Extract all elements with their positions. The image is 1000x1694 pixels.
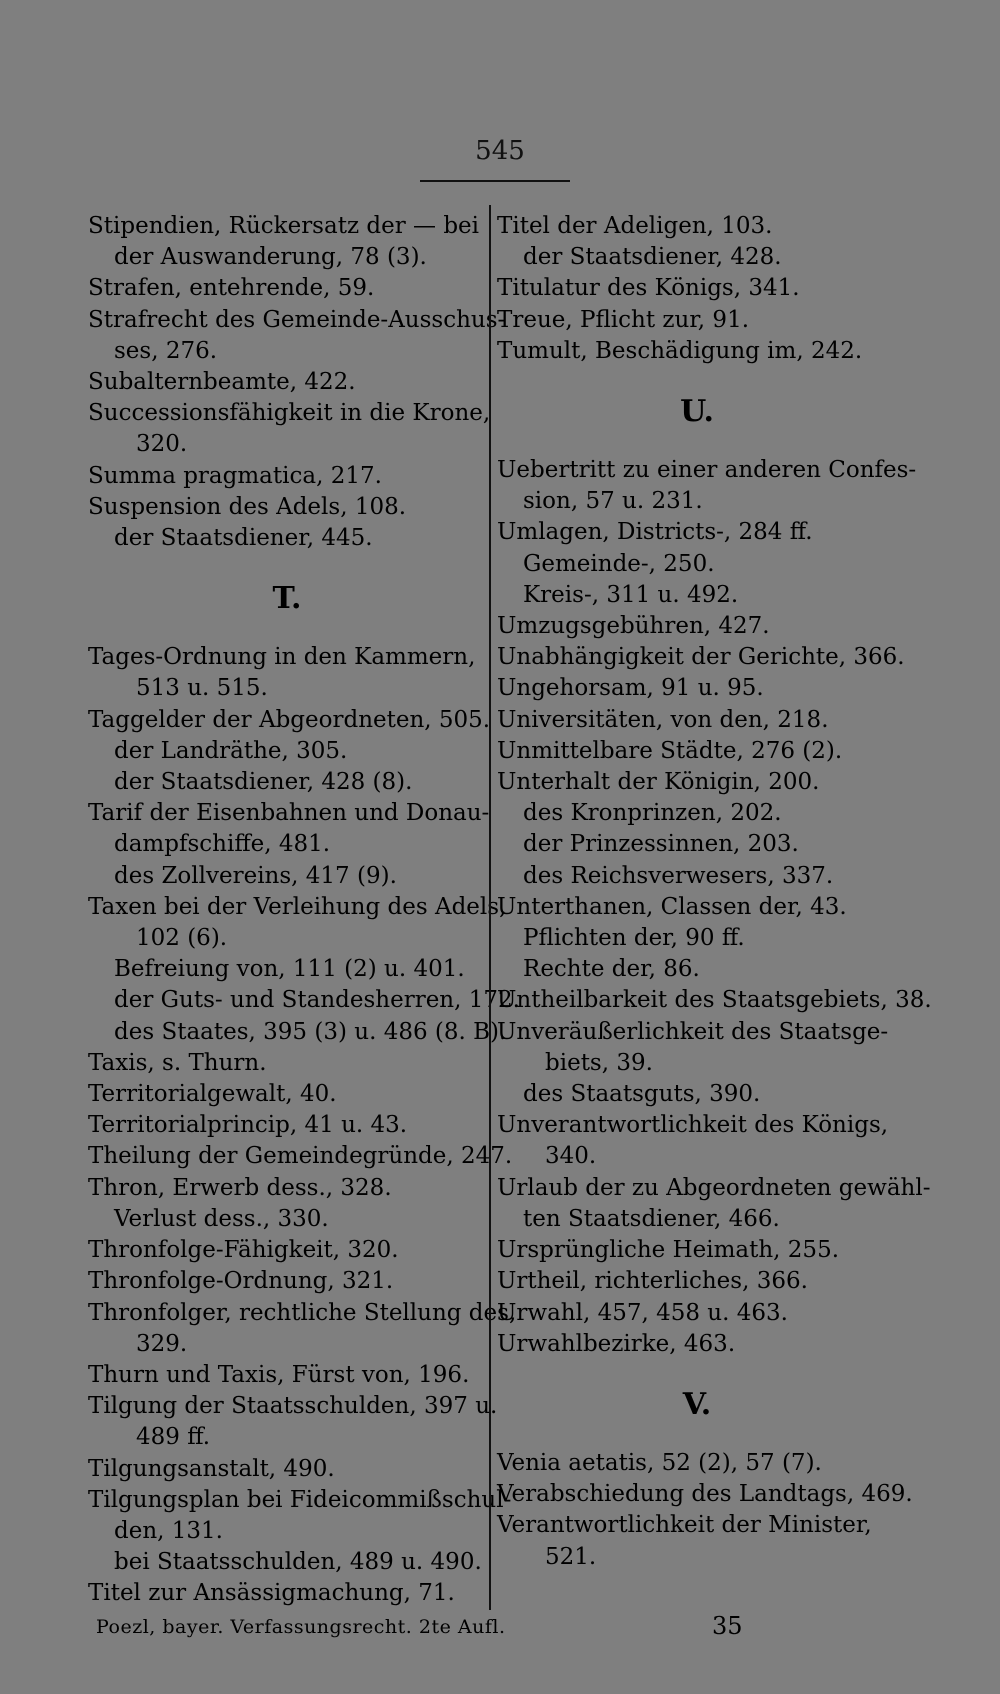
index-entry: Rechte der, 86. (523, 956, 700, 983)
index-entry: Gemeinde-, 250. (523, 550, 715, 577)
index-entry: Urlaub der zu Abgeordneten gewähl- (497, 1174, 931, 1201)
index-entry: Umlagen, Districts-, 284 ff. (497, 519, 813, 546)
index-entry: Urwahlbezirke, 463. (497, 1330, 736, 1357)
index-entry: des Reichsverwesers, 337. (523, 862, 834, 889)
index-entry: Umzugsgebühren, 427. (497, 613, 770, 640)
index-entry: Kreis-, 311 u. 492. (523, 581, 739, 608)
index-entry: der Staatsdiener, 428 (8). (114, 769, 413, 796)
index-entry: 513 u. 515. (136, 675, 268, 702)
index-entry: den, 131. (114, 1517, 223, 1544)
index-entry: biets, 39. (545, 1049, 653, 1076)
index-entry: Territorialgewalt, 40. (88, 1081, 337, 1108)
index-entry: bei Staatsschulden, 489 u. 490. (114, 1549, 482, 1576)
index-entry: Untheilbarkeit des Staatsgebiets, 38. (497, 987, 932, 1014)
section-letter: V. (682, 1386, 712, 1422)
signature-mark: 35 (712, 1612, 743, 1640)
index-entry: der Landräthe, 305. (114, 737, 348, 764)
footer-imprint: Poezl, bayer. Verfassungsrecht. 2te Aufl. (96, 1616, 506, 1638)
index-entry: 320. (136, 431, 188, 458)
index-entry: Verantwortlichkeit der Minister, (497, 1512, 872, 1539)
index-entry: dampfschiffe, 481. (114, 831, 331, 858)
index-entry: Tilgungsanstalt, 490. (88, 1455, 335, 1482)
index-entry: 340. (545, 1143, 597, 1170)
index-entry: Thronfolge-Fähigkeit, 320. (88, 1237, 399, 1264)
index-entry: Pflichten der, 90 ff. (523, 925, 745, 952)
index-entry: der Guts- und Standesherren, 172. (114, 987, 520, 1014)
index-entry: Taggelder der Abgeordneten, 505. (88, 706, 491, 733)
section-letter: U. (680, 394, 714, 430)
index-entry: 489 ff. (136, 1424, 211, 1451)
index-entry: Urtheil, richterliches, 366. (497, 1268, 808, 1295)
index-entry: 329. (136, 1330, 188, 1357)
index-entry: Taxen bei der Verleihung des Adels, (88, 893, 507, 920)
index-entry: Unveräußerlichkeit des Staatsge- (497, 1018, 889, 1045)
section-letter: T. (272, 581, 302, 617)
index-entry: des Staates, 395 (3) u. 486 (8. B). (114, 1018, 507, 1045)
index-entry: Tilgung der Staatsschulden, 397 u. (88, 1393, 498, 1420)
index-entry: ses, 276. (114, 337, 218, 364)
index-entry: Verabschiedung des Landtags, 469. (497, 1481, 913, 1508)
index-entry: Thronfolge-Ordnung, 321. (88, 1268, 394, 1295)
index-entry: Thronfolger, rechtliche Stellung des, (88, 1299, 517, 1326)
index-entry: der Prinzessinnen, 203. (523, 831, 799, 858)
index-entry: Taxis, s. Thurn. (88, 1049, 267, 1076)
index-entry: Tages-Ordnung in den Kammern, (88, 644, 476, 671)
index-entry: des Staatsguts, 390. (523, 1081, 761, 1108)
page-number: 545 (475, 136, 525, 166)
index-entry: Tarif der Eisenbahnen und Donau- (88, 800, 490, 827)
index-entry: Strafen, entehrende, 59. (88, 275, 375, 302)
index-entry: Suspension des Adels, 108. (88, 493, 407, 520)
index-entry: Unverantwortlichkeit des Königs, (497, 1112, 889, 1139)
index-entry: Titel zur Ansässigmachung, 71. (88, 1580, 455, 1607)
index-entry: Tumult, Beschädigung im, 242. (497, 337, 863, 364)
index-entry: 102 (6). (136, 925, 228, 952)
index-entry: Thron, Erwerb dess., 328. (88, 1174, 392, 1201)
index-entry: der Staatsdiener, 445. (114, 525, 373, 552)
index-entry: 521. (545, 1543, 597, 1570)
index-entry: Successionsfähigkeit in die Krone, (88, 400, 491, 427)
index-entry: Titel der Adeligen, 103. (497, 213, 773, 239)
index-entry: Universitäten, von den, 218. (497, 706, 829, 733)
index-entry: Unmittelbare Städte, 276 (2). (497, 737, 843, 764)
index-column-left (88, 211, 520, 1610)
index-entry: Venia aetatis, 52 (2), 57 (7). (497, 1449, 822, 1476)
index-entry: der Auswanderung, 78 (3). (114, 244, 427, 271)
index-entry: Verlust dess., 330. (114, 1205, 329, 1232)
header-rule (420, 180, 570, 182)
index-entry: Theilung der Gemeindegründe, 247. (88, 1143, 513, 1170)
index-entry: Tilgungsplan bei Fideicommißschul- (88, 1486, 512, 1513)
index-entry: ten Staatsdiener, 466. (523, 1205, 780, 1232)
index-entry: Titulatur des Königs, 341. (497, 275, 800, 302)
index-column-right (497, 211, 932, 1573)
index-entry: Uebertritt zu einer anderen Confes- (497, 457, 917, 484)
index-entry: Befreiung von, 111 (2) u. 401. (114, 956, 465, 983)
index-entry: Ursprüngliche Heimath, 255. (497, 1237, 840, 1264)
index-entry: Urwahl, 457, 458 u. 463. (497, 1299, 788, 1326)
index-entry: der Staatsdiener, 428. (523, 244, 782, 271)
index-entry: des Kronprinzen, 202. (523, 800, 782, 827)
index-entry: Unterhalt der Königin, 200. (497, 769, 820, 796)
index-entry: Stipendien, Rückersatz der — bei (88, 213, 480, 239)
index-entry: Thurn und Taxis, Fürst von, 196. (88, 1361, 470, 1388)
index-entry: Unabhängigkeit der Gerichte, 366. (497, 644, 905, 671)
index-entry: sion, 57 u. 231. (523, 488, 703, 515)
column-divider (489, 205, 491, 1610)
index-entry: Unterthanen, Classen der, 43. (497, 893, 847, 920)
index-entry: Treue, Pflicht zur, 91. (497, 306, 750, 333)
index-entry: Territorialprincip, 41 u. 43. (88, 1112, 408, 1139)
index-entry: des Zollvereins, 417 (9). (114, 862, 397, 889)
index-entry: Strafrecht des Gemeinde-Ausschus- (88, 306, 506, 333)
index-entry: Subalternbeamte, 422. (88, 369, 356, 396)
index-entry: Ungehorsam, 91 u. 95. (497, 675, 764, 702)
index-entry: Summa pragmatica, 217. (88, 462, 382, 489)
